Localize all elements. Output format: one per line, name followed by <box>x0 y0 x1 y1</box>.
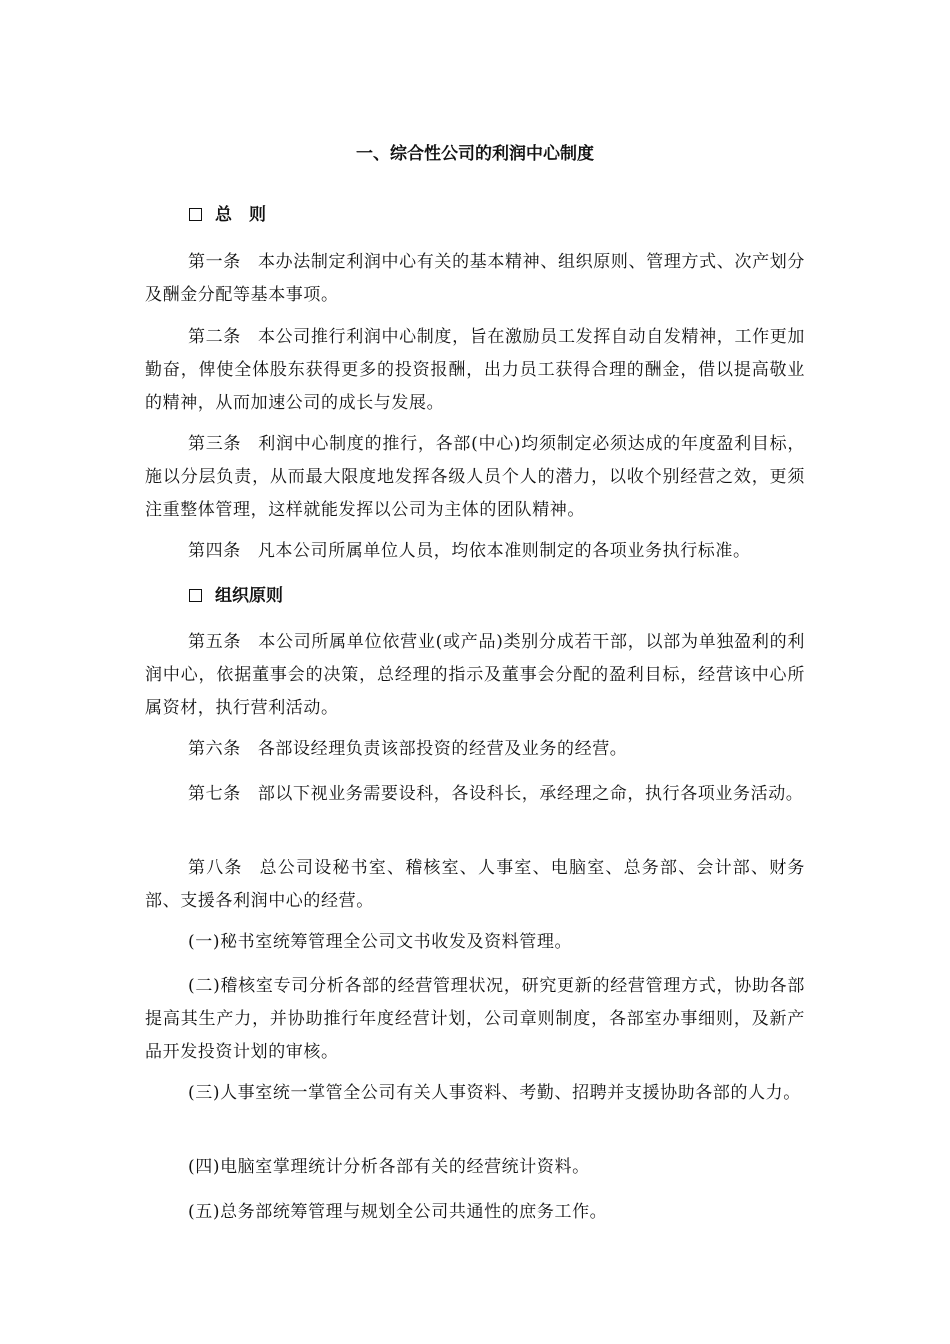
article-4 <box>145 535 805 568</box>
article-number: 第一条 <box>188 252 241 272</box>
section-heading-label: 组织原则 <box>215 586 283 606</box>
clause-text: (五)总务部统筹管理与规划全公司共通性的庶务工作。 <box>188 1202 608 1222</box>
article-text: 部以下视业务需要设科，各设科长，承经理之命，执行各项业务活动。 <box>257 784 804 804</box>
article-text: 本办法制定利润中心有关的基本精神、组织原则、管理方式、次产划分及酬金分配等基本事项。 <box>145 252 805 305</box>
clause-3 <box>145 1077 805 1110</box>
clause-text: (二)稽核室专司分析各部的经营管理状况，研究更新的经营管理方式，协助各部提高其生产力，并协助推行年度经营计划，公司章则制度，各部室办事细则，及新产品开发投资计划的审核。 <box>145 976 805 1062</box>
clause-2 <box>145 970 805 1069</box>
article-number: 第四条 <box>188 541 241 561</box>
section-heading-general <box>189 203 266 227</box>
clause-text: (一)秘书室统筹管理全公司文书收发及资料管理。 <box>188 932 573 952</box>
clause-text: (三)人事室统一掌管全公司有关人事资料、考勤、招聘并支援协助各部的人力。 <box>188 1083 801 1103</box>
clause-4 <box>145 1151 805 1184</box>
article-5 <box>145 626 805 725</box>
article-number: 第五条 <box>188 632 242 652</box>
article-text: 本公司推行利润中心制度，旨在激励员工发挥自动自发精神，工作更加勤奋，俾使全体股东获得更多的投资报酬，出力员工获得合理的酬金，借以提高敬业的精神，从而加速公司的成长与发展。 <box>145 327 805 413</box>
document-title: 一、综合性公司的利润中心制度 <box>356 144 594 164</box>
article-number: 第七条 <box>188 784 241 804</box>
article-text: 本公司所属单位依营业(或产品)类别分成若干部，以部为单独盈利的利润中心，依据董事会的决策，总经理的指示及董事会分配的盈利目标，经营该中心所属资材，执行营利活动。 <box>145 632 805 718</box>
article-text: 凡本公司所属单位人员，均依本准则制定的各项业务执行标准。 <box>257 541 751 561</box>
article-8 <box>145 852 805 918</box>
article-7 <box>145 778 805 811</box>
clause-5 <box>145 1196 805 1229</box>
article-text: 总公司设秘书室、稽核室、人事室、电脑室、总务部、会计部、财务部、支援各利润中心的经营。 <box>145 858 805 911</box>
article-text: 利润中心制度的推行，各部(中心)均须制定必须达成的年度盈利目标，施以分层负责，从而最大限度地发挥各级人员个人的潜力，以收个别经营之效，更须注重整体管理，这样就能发挥以公司为主体的团队精神。 <box>145 434 805 520</box>
article-1 <box>145 246 805 312</box>
article-2 <box>145 321 805 420</box>
clause-1 <box>145 926 805 959</box>
article-number: 第三条 <box>188 434 242 454</box>
checkbox-square-icon <box>189 589 202 602</box>
section-heading-label: 总 则 <box>215 205 266 225</box>
article-number: 第八条 <box>188 858 243 878</box>
article-text: 各部设经理负责该部投资的经营及业务的经营。 <box>257 739 628 759</box>
article-6 <box>145 733 805 766</box>
section-heading-organization <box>189 584 283 608</box>
document-page <box>145 0 805 1344</box>
clause-text: (四)电脑室掌理统计分析各部有关的经营统计资料。 <box>188 1157 590 1177</box>
article-3 <box>145 428 805 527</box>
article-number: 第六条 <box>188 739 241 759</box>
article-number: 第二条 <box>188 327 241 347</box>
checkbox-square-icon <box>189 208 202 221</box>
